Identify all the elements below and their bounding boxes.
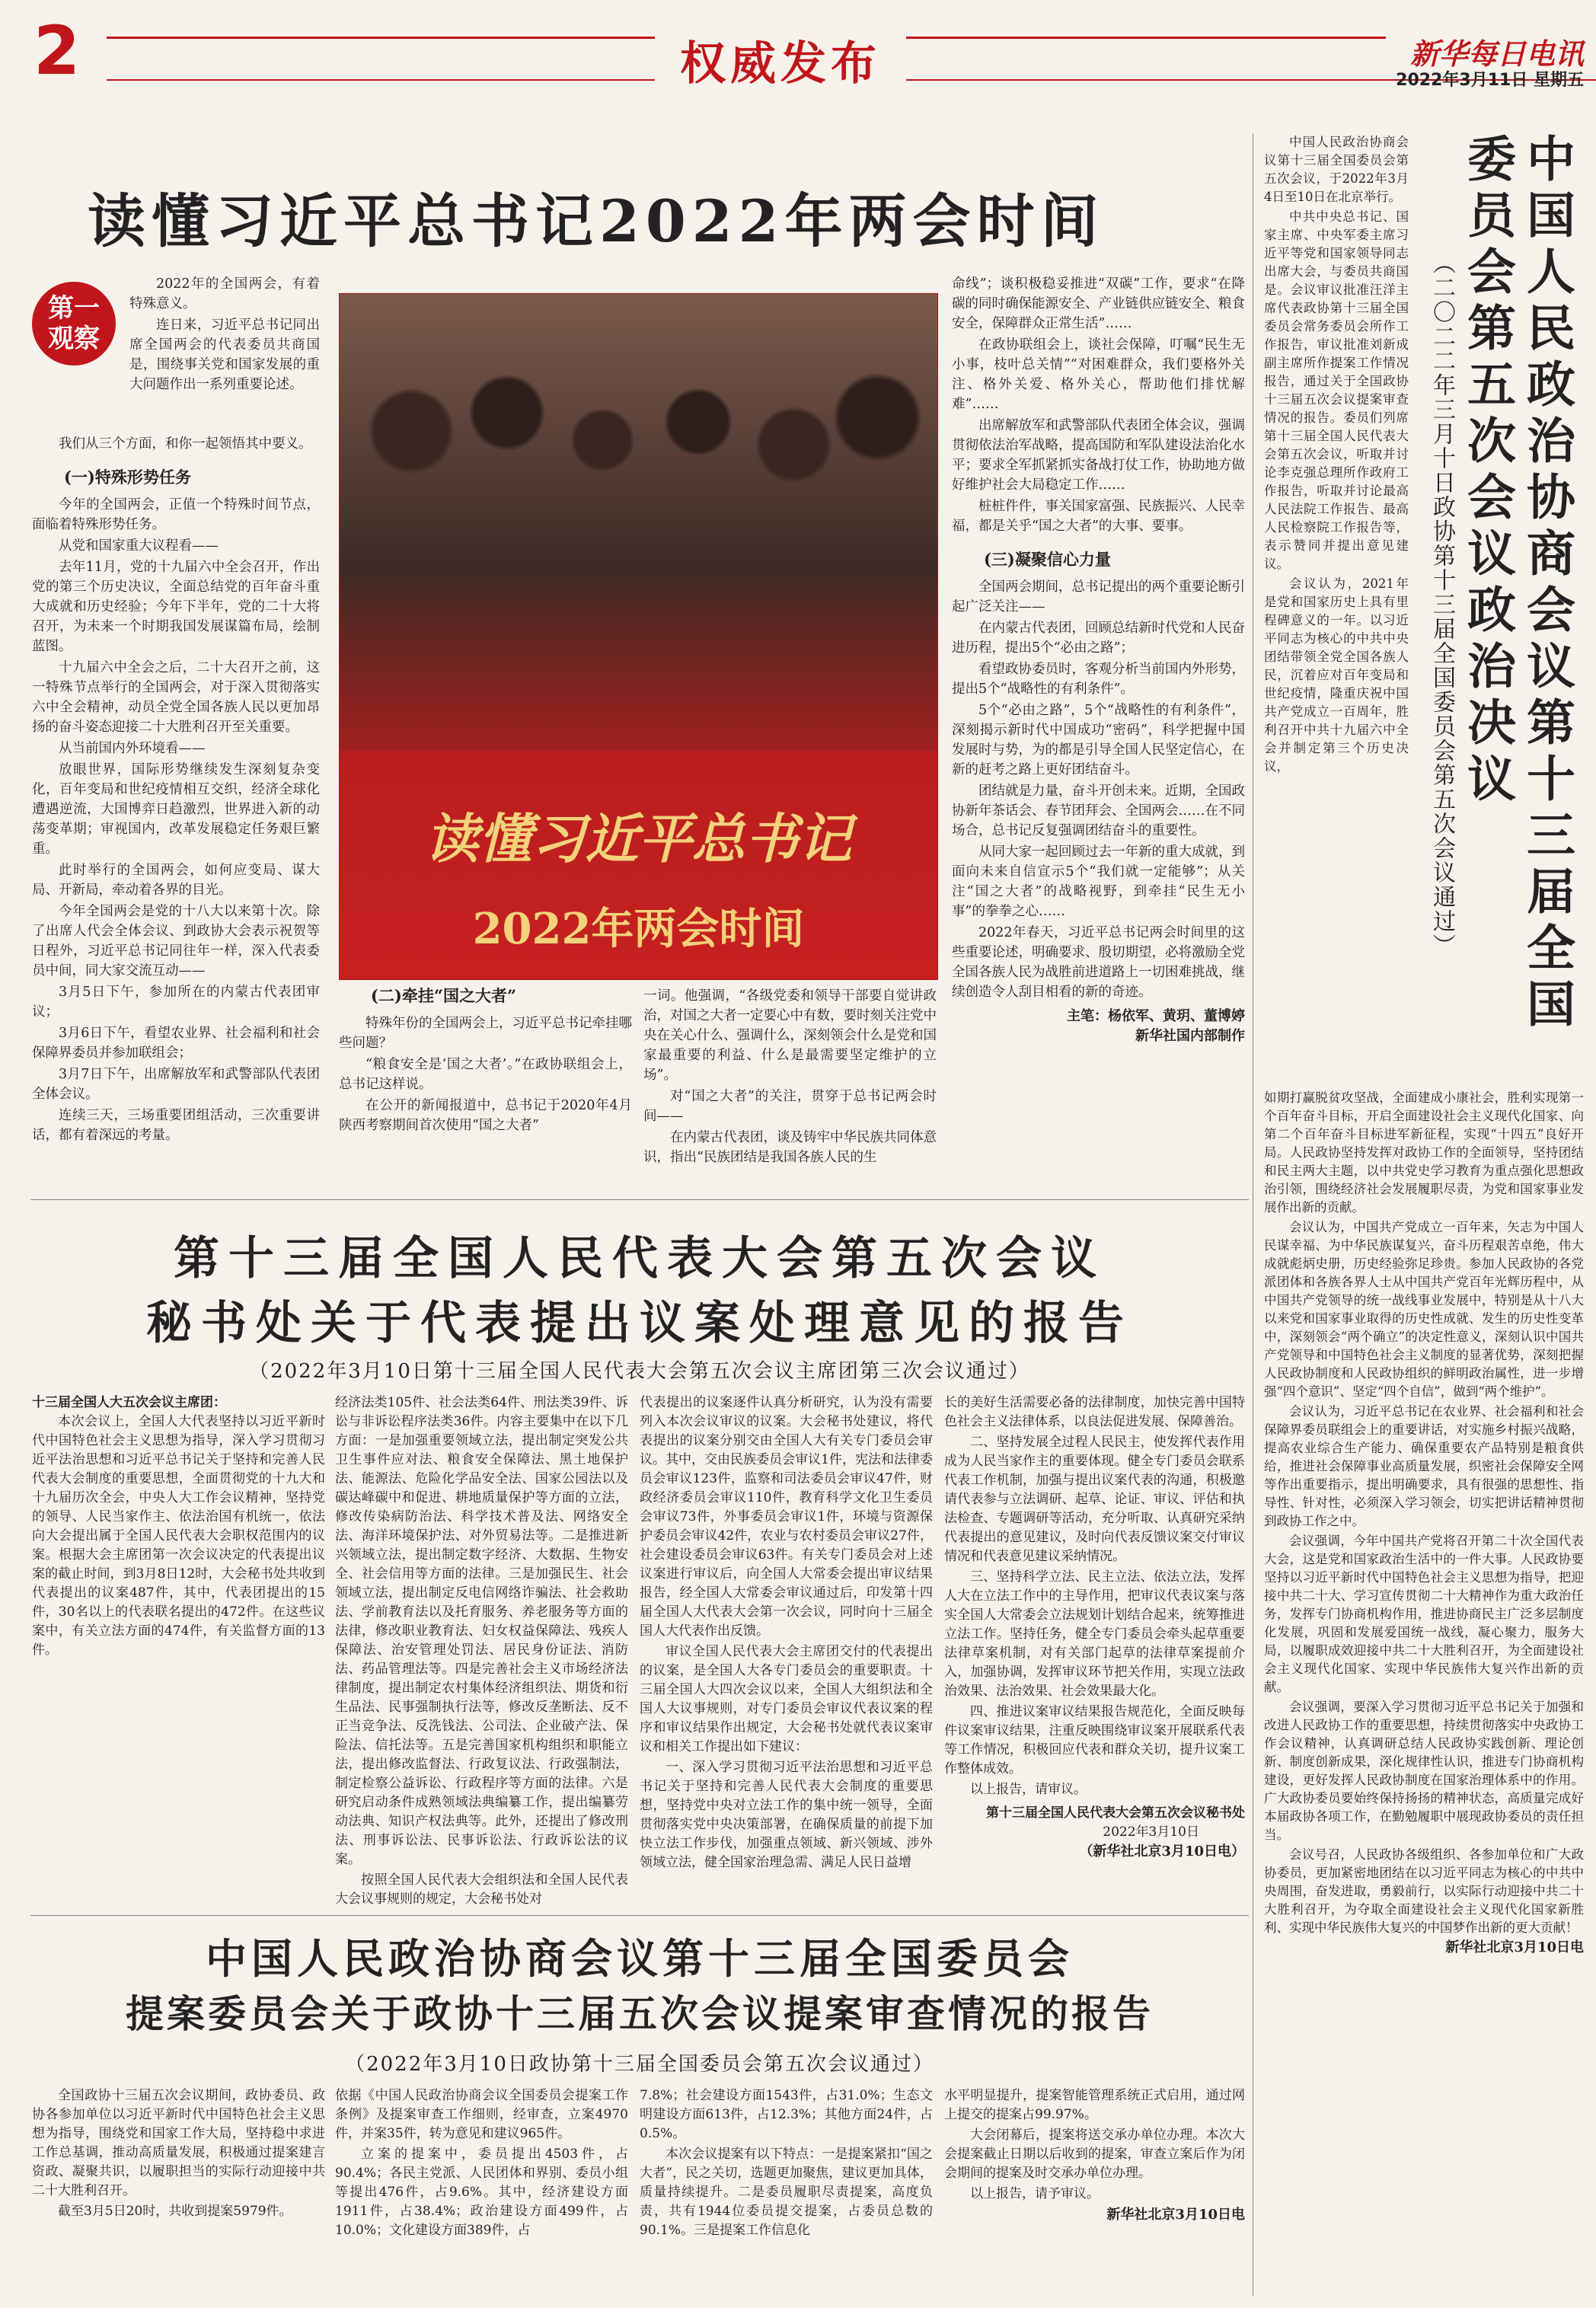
paragraph: 水平明显提升，提案智能管理系统正式启用，通过网上提交的提案占99.97%。 [944,2088,1245,2122]
paragraph: 对“国之大者”的关注，贯穿于总书记两会时间—— [643,1089,937,1124]
paragraph: 会议认为，习近平总书记在农业界、社会福利和社会保障界委员联组会上的重要讲话，对实施乡村振兴战略，提高农业综合生产能力、确保重要农产品特别是粮食供给，推进社会保障事业高质量发展，织密社会保障安全网等作出重要指示，提出明确要求，具有很强的思想性、指导性、针对性，必须深入学习领会，切实把讲话精神贯彻到政协工作之中。 [1264,1404,1584,1528]
paragraph: 从当前国内外环境看—— [59,741,206,756]
news-source: （新华社北京3月10日电） [1079,1844,1245,1859]
paragraph: 一、深入学习贯彻习近平法治思想和习近平总书记关于坚持和完善人民代表大会制度的重要思想，坚持党中央对立法工作的集中统一领导，全面贯彻落实党中央决策部署，在确保质量的前提下加快立法工作步伐，加强重点领域、新兴领域、涉外领域立法，健全国家治理急需、满足人民日益增 [640,1760,933,1870]
paragraph: 如期打赢脱贫攻坚战，全面建成小康社会，胜利实现第一个百年奋斗目标，开启全面建设社会主义现代化国家、向第二个百年奋斗目标进军新征程，实现“十四五”良好开局。人民政协坚持发挥对政协工作的全面领导，坚持团结和民主两大主题，以中共党史学习教育为重点强化思想政治引领，围绕经济社会发展履职尽责，为党和国家事业发展作出新的贡献。 [1264,1090,1584,1215]
paragraph: 全国政协十三届五次会议期间，政协委员、政协各参加单位以习近平新时代中国特色社会主义思想为指导，围绕党和国家工作大局，坚持稳中求进工作总基调，推动高质量发展，积极通过提案建言资政、凝聚共识，以履职担当的实际行动迎接中共二十大胜利召开。 [32,2088,325,2198]
paragraph: 5个“必由之路”，5个“战略性的有利条件”，深刻揭示新时代中国成功“密码”，科学把握中国发展时与势，为的都是引导全国人民坚定信心，在新的赶考之路上更好团结奋斗。 [952,703,1245,777]
brand-logo: 新华每日电讯 [1409,37,1584,71]
paragraph: 长的美好生活需要必备的法律制度，加快完善中国特色社会主义法律体系，以良法促进发展、保障善治。 [944,1395,1245,1429]
article2-subtitle: （2022年3月10日第十三届全国人民代表大会第五次会议主席团第三次会议通过） [249,1360,1030,1383]
paragraph: 会议认为，2021年是党和国家历史上具有里程碑意义的一年。以习近平同志为核心的中共中央团结带领全党全国各族人民，沉着应对百年变局和世纪疫情，隆重庆祝中国共产党成立一百周年，胜利召开中共十九届六中全会并制定第三个历史决议， [1264,576,1409,774]
paragraph: 桩桩件件，事关国家富强、民族振兴、人民幸福，都是关乎“国之大者”的大事、要事。 [952,499,1245,534]
paragraph: 在公开的新闻报道中，总书记于2020年4月陕西考察期间首次使用“国之大者” [339,1098,632,1133]
article4-vertical-title: 中国人民政治协商会议第十三届全国委员会第五次会议政治决议 [1459,133,1575,1035]
paragraph: 7.8%；社会建设方面1543件，占31.0%；生态文明建设方面613件，占12.3%；其他方面24件，占0.5%。 [640,2088,933,2141]
paragraph: 代表提出的议案逐件认真分析研究，认为没有需要列入本次会议审议的议案。大会秘书处建议，将代表提出的议案分别交由全国人大有关专门委员会审议。其中，交由民族委员会审议1件，宪法和法律委员会审议123件，监察和司法委员会审议47件，财政经济委员会审议110件，教育科学文化卫生委员会审议73件，外事委员会审议1件，环境与资源保护委员会审议42件，农业与农村委员会审议27件，社会建设委员会审议63件。有关专门委员会对上述议案进行审议后，向全国人大常委会提出审议结果报告，经全国人大常委会审议通过后，印发第十四届全国人大代表大会第一次会议，同时向十三届全国人大代表作出反馈。 [640,1395,933,1639]
article2-col4 [944,1393,1245,1861]
paragraph: 全国两会期间，总书记提出的两个重要论断引起广泛关注—— [952,579,1245,615]
article1-headline: 读懂习近平总书记2022年两会时间 [88,187,1105,255]
paragraph: 连续三天，三场重要团组活动，三次重要讲话，都有着深远的考量。 [32,1108,320,1143]
paragraph: 依据《中国人民政治协商会议全国委员会提案工作条例》及提案审查工作细则，经审查，立案4970件，并案35件，转为意见和建议965件。 [335,2088,628,2141]
article3-col2 [335,2086,628,2242]
paragraph: 会议强调，要深入学习贯彻习近平总书记关于加强和改进人民政协工作的重要思想，持续贯彻落实中央政协工作会议精神，认真调研总结人民政协实践创新、理论创新、制度创新成果，深化规律性认识，推进专门协商机构建设，更好发挥人民政协制度在国家治理体系中的作用。广大政协委员要始终保持扬扬的精神状态，高质量完成好本届政协各项工作，在勤勉履职中展现政协委员的责任担当。 [1264,1700,1584,1842]
paragraph: 在政协联组会上，谈社会保障，叮嘱“民生无小事，枝叶总关情”“对困难群众，我们要格外关注、格外关爱、格外关心，帮助他们排忧解难”…… [952,337,1245,412]
paragraph: 出席解放军和武警部队代表团全体会议，强调贯彻依法治军战略，提高国防和军队建设法治化水平；要求全军抓紧抓实备战打仗工作，协助地方做好维护社会大局稳定工作…… [952,418,1245,493]
credit-producer: 新华社国内部制作 [1135,1028,1245,1044]
paragraph: 以上报告，请予审议。 [970,2186,1100,2201]
column-badge [32,282,116,366]
paragraph: 一词。他强调，“各级党委和领导干部要自觉讲政治，对国之大者一定要心中有数，要时刻关注党中央在关心什么、强调什么，深刻领会什么是党和国家最重要的利益、什么是最需要坚定维护的立场”。 [643,988,937,1083]
paragraph: 2022年的全国两会，有着特殊意义。 [129,276,320,311]
subheading: (一)特殊形势任务 [64,468,191,487]
signature: 第十三届全国人民代表大会第五次会议秘书处 [986,1805,1245,1821]
paragraph: 立案的提案中，委员提出4503件，占90.4%；各民主党派、人民团体和界别、委员小组等提出476件，占9.6%。其中，经济建设方面1911件，占38.4%；政治建设方面499件，占10.0%；文化建设方面389件，占 [335,2147,628,2238]
subheading: (三)凝聚信心力量 [984,550,1111,569]
paragraph: 去年11月，党的十九届六中全会召开，作出党的第三个历史决议，全面总结党的百年奋斗重大成就和历史经验；今年下半年，党的二十大将召开，为未来一个时期我国发展谋篇布局，绘制蓝图。 [32,560,320,654]
report-date: 2022年3月10日 [1103,1824,1199,1840]
paragraph: 在内蒙古代表团，谈及铸牢中华民族共同体意识，指出“民族团结是我国各族人民的生 [643,1130,937,1165]
paragraph: 三、坚持科学立法、民主立法、依法立法，发挥人大在立法工作中的主导作用，把审议代表议案与落实全国人大常委会立法规划计划结合起来，统筹推进立法工作。坚持任务，健全专门委员会牵头起草重要法律草案机制，对有关部门起草的法律草案提前介入，加强协调，发挥审议环节把关作用，实现立法政治效果、法治效果、社会效果最大化。 [944,1569,1245,1699]
article2-col2 [335,1393,628,1911]
paragraph: 在内蒙古代表团，回顾总结新时代党和人民奋进历程，提出5个“必由之路”； [952,621,1245,656]
article3-col3 [640,2086,933,2242]
paragraph: 中共中央总书记、国家主席、中央军委主席习近平等党和国家领导同志出席大会，与委员共商国是。会议审议批准汪洋主席代表政协第十三届全国委员会常务委员会所作工作报告，审议批准刘新成副主席所作提案工作情况报告，通过关于全国政协十三届五次会议提案审查情况的报告。委员们列席第十三届全国人民代表大会第五次会议，听取并讨论李克强总理所作政府工作报告，听取并讨论最高人民法院工作报告、最高人民检察院工作报告等，表示赞同并提出意见建议。 [1264,209,1409,571]
section-title: 权威发布 [655,27,906,81]
paragraph: 3月5日下午，参加所在的内蒙古代表团审议； [32,985,320,1020]
paragraph: 十九届六中全会之后，二十大召开之前，这一特殊节点举行的全国两会，对于深入贯彻落实六中全会精神，动员全党全国各族人民以更加昂扬的奋斗姿态迎接二十大胜利召开至关重要。 [32,660,320,735]
article1-col3 [643,986,937,1169]
paragraph: 我们从三个方面，和你一起领悟其中要义。 [59,436,312,452]
paragraph: 从党和国家重大议程看—— [59,538,219,554]
paragraph: 经济法类105件、社会法类64件、刑法类39件、诉讼与非诉讼程序法类36件。内容主要集中在以下几方面：一是加强重要领域立法，提出制定突发公共卫生事件应对法、粮食安全保障法、黑土地保护法、能源法、危险化学品安全法、国家公园法以及碳达峰碳中和促进、耕地质量保护等方面的立法，修改传染病防治法、科学技术普及法、网络安全法、海洋环境保护法、对外贸易法等。二是推进新兴领域立法，提出制定数字经济、大数据、生物安全、社会信用等方面的法律。三是加强民生、社会领域立法，提出制定反电信网络诈骗法、社会救助法、学前教育法以及托育服务、养老服务等方面的法律，修改职业教育法、妇女权益保障法、残疾人保障法、治安管理处罚法、居民身份证法、消防法、药品管理法等。四是完善社会主义市场经济法律制度，提出制定农村集体经济组织法、期货和衍生品法、民事强制执行法等，修改反垄断法、反不正当竞争法、反洗钱法、公司法、企业破产法、保险法、信托法等。五是完善国家机构组织和职能立法，提出修改监督法、行政复议法、行政强制法，制定检察公益诉讼、行政程序等方面的法律。六是研究启动条件成熟领域法典编纂工作，提出编纂劳动法典、知识产权法典等。此外，还提出了修改刑法、刑事诉讼法、民事诉讼法、行政诉讼法的议案。 [335,1395,628,1867]
paragraph: 以上报告，请审议。 [970,1782,1087,1797]
news-source: 新华社北京3月10日电 [1445,1939,1584,1955]
paragraph: “粮食安全是‘国之大者’。”在政协联组会上，总书记这样说。 [339,1057,632,1092]
article3-col1 [32,2086,325,2223]
paragraph: 中国人民政治协商会议第十三届全国委员会第五次会议，于2022年3月4日至10日在北京举行。 [1264,135,1409,204]
paragraph: 大会闭幕后，提案将送交承办单位办理。本次大会提案截止日期以后收到的提案，审查立案后作为闭会期间的提案及时交承办单位办理。 [944,2128,1245,2181]
badge-text: 第一观察 [48,293,100,354]
article3-col4 [944,2086,1245,2224]
photo-title-line1: 读懂习近平总书记 [425,807,852,870]
photo-title-line2: 2022年两会时间 [472,904,805,954]
article2-col1 [32,1393,325,1662]
news-photo [339,293,938,980]
paragraph: 团结就是力量，奋斗开创未来。近期，全国政协新年茶话会、春节团拜会、全国两会……在不同场合，总书记反复强调团结奋斗的重要性。 [952,784,1245,838]
paragraph: 从同大家一起回顾过去一年新的重大成就，到面向未来自信宣示5个“我们就一定能够”；从关注“国之大者”的战略视野，到牵挂“民生无小事”的拳拳之心…… [952,844,1245,919]
subheading: (二)牵挂“国之大者” [371,986,517,1005]
paragraph: 特殊年份的全国两会上，习近平总书记牵挂哪些问题？ [339,1016,632,1051]
paragraph: 命线”；谈积极稳妥推进“双碳”工作，要求“在降碳的同时确保能源安全、产业链供应链安全、粮食安全，保障群众正常生活”…… [952,276,1245,331]
paragraph: 看望政协委员时，客观分析当前国内外形势，提出5个“战略性的有利条件”。 [952,662,1245,697]
paragraph: 本次会议上，全国人大代表坚持以习近平新时代中国特色社会主义思想为指导，深入学习贯彻习近平法治思想和习近平总书记关于坚持和完善人民代表大会制度的重要思想，全面贯彻党的十九大和十九届历次全会，中央人大工作会议精神，坚持党的领导、人民当家作主、依法治国有机统一，依法向大会提出属于全国人民代表大会职权范围内的议案。根据大会主席团第一次会议决定的代表提出议案的截止时间，到3月8日12时，大会秘书处共收到代表提出的议案487件，其中，代表团提出的15件，30名以上的代表联名提出的472件。在这些议案中，有关立法方面的474件，有关监督方面的13件。 [32,1414,325,1658]
news-source: 新华社北京3月10日电 [1106,2207,1245,2223]
paragraph: 会议号召，人民政协各级组织、各参加单位和广大政协委员，更加紧密地团结在以习近平同志为核心的中共中央周围，奋发进取，勇毅前行，以实际行动迎接中共二十大胜利召开，为夺取全面建设社会主义现代化国家新胜利、实现中华民族伟大复兴的中国梦作出新的更大贡献！ [1264,1847,1584,1935]
paragraph: 此时举行的全国两会，如何应变局、谋大局、开新局，牵动着各界的目光。 [32,863,320,898]
credit-authors: 主笔：杨依军、黄玥、董博婷 [1067,1008,1245,1024]
paragraph: 连日来，习近平总书记同出席全国两会的代表委员共商国是，围绕事关党和国家发展的重大问题作出一系列重要论述。 [129,318,320,392]
issue-date: 2022年3月11日 星期五 [1396,71,1584,90]
paragraph: 四、推进议案审议结果报告规范化，全面反映每件议案审议结果，注重反映围绕审议案开展联系代表等工作情况，积极回应代表和群众关切，提升议案工作整体成效。 [944,1704,1245,1776]
article1-col2 [339,986,632,1137]
article3-subtitle: （2022年3月10日政协第十三届全国委员会第五次会议通过） [345,2053,934,2076]
article1-col4 [952,274,1245,1046]
paragraph: 今年全国两会是党的十八大以来第十次。除了出席人代会全体会议、到政协大会表示祝贺等日程外，习近平总书记同往年一样，深入代表委员中间，同大家交流互动—— [32,904,320,978]
paragraph: 二、坚持发展全过程人民民主，使发挥代表作用成为人民当家作主的重要体现。健全专门委员会联系代表工作机制，加强与提出议案代表的沟通，积极邀请代表参与立法调研、起草、论证、审议、评估和执法检查、专题调研等活动，充分听取、认真研究采纳代表提出的意见建议，及时向代表反馈议案交付审议情况和代表意见建议采纳情况。 [944,1435,1245,1564]
paragraph: 会议强调，今年中国共产党将召开第二十次全国代表大会，这是党和国家政治生活中的一件大事。人民政协要坚持以习近平新时代中国特色社会主义思想为指导，把迎接中共二十大、学习宣传贯彻二十大精神作为重大政治任务，发挥专门协商机构作用，推进协商民主广泛多层制度化发展，巩固和发展爱国统一战线，凝心聚力，服务大局，以履职成效迎接中共二十大胜利召开，为全面建设社会主义现代化国家、实现中华民族伟大复兴作出新的贡献。 [1264,1534,1584,1694]
article1-col1-cont [32,434,320,1147]
paragraph: 审议全国人民代表大会主席团交付的代表提出的议案，是全国人大各专门委员会的重要职责。十三届全国人大四次会议以来，全国人大组织法和全国人大议事规则，对专门委员会审议代表议案的程序和审议结果作出规定，大会秘书处就代表议案审议和相关工作提出如下建议： [640,1644,933,1754]
paragraph: 2022年春天，习近平总书记两会时间里的这些重要论述，明确要求、殷切期望，必将激励全党全国各族人民为战胜前进道路上一切困难挑战，继续创造令人刮目相看的新的奇迹。 [952,925,1245,1000]
article2-title-line2: 秘书处关于代表提出议案处理意见的报告 [146,1297,1133,1350]
photo-crowd [340,294,937,751]
paragraph: 3月7日下午，出席解放军和武警部队代表团全体会议。 [32,1067,320,1102]
page-number: 2 [34,11,81,90]
article4-wide-col [1264,1089,1584,1957]
paragraph: 会议认为，中国共产党成立一百年来，矢志为中国人民谋幸福、为中华民族谋复兴，奋斗历程艰苦卓绝，伟大成就彪炳史册，历史经验弥足珍贵。参加人民政协的各党派团体和各族各界人士从中国共产党百年光辉历程中，从中国共产党领导的统一战线事业发展中，特别是从十八大以来党和国家事业取得的历史性成就、发生的历史性变革中，深刻领会“两个确立”的决定性意义，深刻认识中国共产党领导和中国特色社会主义制度的显著优势，深刻把握人民政协制度和人民政协组织的鲜明政治属性，进一步增强“四个意识”、坚定“四个自信”，做到“两个维护”。 [1264,1220,1584,1399]
divider [30,1915,1249,1916]
paragraph: 本次会议提案有以下特点：一是提案紧扣“国之大者”，民之关切，选题更加聚焦，建议更加具体，质量持续提升。二是委员履职尽责提案，高度负责，共有1944位委员提交提案，占委员总数的90.1%。三是提案工作信息化 [640,2147,933,2238]
article4-vertical-subtitle: （二〇二二年三月十日政协第十三届全国委员会第五次会议通过） [1428,251,1455,958]
divider [30,1199,1249,1200]
paragraph: 截至3月5日20时，共收到提案5979件。 [58,2204,292,2219]
article1-col1 [129,274,320,396]
article3-title-line2: 提案委员会关于政协十三届五次会议提案审查情况的报告 [126,1991,1154,2036]
paragraph: 今年的全国两会，正值一个特殊时间节点，面临着特殊形势任务。 [32,497,320,532]
salutation: 十三届全国人大五次会议主席团： [32,1395,226,1410]
article4-narrow-col [1264,133,1409,777]
article2-title-line1: 第十三届全国人民代表大会第五次会议 [174,1232,1106,1285]
paragraph: 3月6日下午，看望农业界、社会福利和社会保障界委员并参加联组会； [32,1026,320,1061]
article2-col3 [640,1393,933,1874]
paragraph: 按照全国人民代表大会组织法和全国人民代表大会议事规则的规定，大会秘书处对 [335,1872,628,1907]
paragraph: 放眼世界，国际形势继续发生深刻复杂变化，百年变局和世纪疫情相互交织，经济全球化遭遇逆流，大国博弈日趋激烈，世界进入新的动荡变革期；审视国内，改革发展稳定任务艰巨繁重。 [32,762,320,857]
article3-title-line1: 中国人民政治协商会议第十三届全国委员会 [206,1934,1074,1983]
